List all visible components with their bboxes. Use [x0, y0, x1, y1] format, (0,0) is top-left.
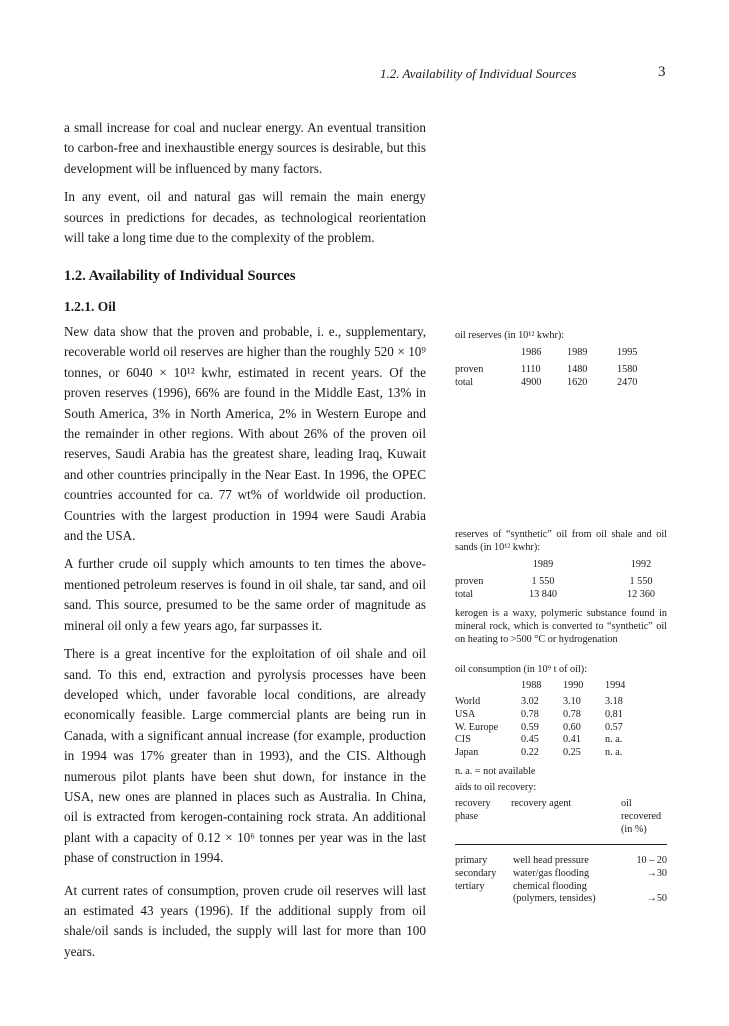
reserves-table: [455, 347, 637, 389]
recovery-caption: aids to oil recovery:: [455, 782, 537, 793]
intro-paragraph-2: In any event, oil and natural gas will remain the main energy sources in predictions for decades, as technological reorientation will take a long time due to the complexity of the problem.: [64, 189, 426, 246]
recovery-phase: primary: [455, 855, 488, 866]
body-paragraph-2: A further crude oil supply which amounts to ten times the above-mentioned petroleum reserves is found in oil shale, tar sand, and oil sand. This source, presumed to be the same order of magnitude as mineral oil only a few years ago, far surpasses it.: [64, 556, 426, 633]
recovery-phase: tertiary: [455, 880, 485, 892]
reserves-cell: 2470: [617, 376, 638, 388]
reserves-cell: 1110: [521, 364, 541, 375]
consumption-year: 1988: [521, 680, 542, 692]
recovery-table: [455, 855, 667, 906]
reserves-year: 1989: [567, 347, 588, 359]
synthetic-row-label: proven: [455, 576, 484, 588]
recovery-value: →50: [646, 893, 667, 905]
sidebar-oil-consumption: [455, 663, 667, 778]
consumption-cell: 0.60: [563, 721, 581, 733]
synthetic-cell: 12 360: [626, 589, 655, 600]
reserves-cell: 4900: [521, 376, 542, 388]
reserves-cell: 1480: [567, 364, 588, 375]
sidebar-oil-reserves: [455, 329, 667, 390]
subsection-heading: 1.2.1. Oil: [64, 299, 116, 314]
consumption-cell: 3.18: [605, 696, 623, 707]
synthetic-cell: 1 550: [531, 576, 555, 588]
reserves-year: 1986: [521, 347, 542, 359]
table-rule: [455, 844, 667, 845]
consumption-cell: 0.57: [605, 721, 623, 733]
consumption-cell: n. a.: [605, 747, 623, 759]
consumption-row-label: World: [455, 696, 481, 707]
body-paragraph-4: At current rates of consumption, proven crude oil reserves will last an estimated 43 years (1996). If the additional supply from oil shale/oil sands is included, the supply will last for more than 100 years.: [64, 882, 426, 959]
reserves-caption: oil reserves (in 10¹² kwhr):: [455, 330, 565, 341]
recovery-agent: chemical flooding (polymers, tensides): [513, 880, 596, 905]
recovery-col-header: oil recovered (in %): [621, 798, 662, 835]
recovery-header-table: [455, 798, 667, 836]
consumption-cell: 0.78: [563, 708, 581, 720]
kerogen-note: kerogen is a waxy, polymeric substance found in mineral rock, which is converted to “synthetic” oil on heating to >500 °C or hydrogenation: [455, 607, 667, 646]
recovery-value: 10 – 20: [636, 855, 667, 866]
consumption-table: [455, 680, 625, 760]
consumption-row-label: Japan: [455, 747, 479, 759]
not-available-note: n. a. = not available: [455, 765, 536, 777]
synthetic-caption: reserves of “synthetic” oil from oil shale and oil sands (in 10¹² kwhr):: [455, 529, 667, 554]
intro-text: [64, 118, 426, 248]
sidebar-synthetic-oil: [455, 528, 667, 646]
consumption-cell: 0.45: [521, 734, 539, 746]
reserves-cell: 1580: [617, 364, 638, 375]
synthetic-year: 1989: [532, 559, 554, 571]
consumption-year: 1994: [605, 680, 626, 692]
synthetic-year: 1992: [630, 559, 652, 571]
recovery-phase: secondary: [455, 867, 497, 879]
consumption-cell: 0.25: [563, 747, 581, 759]
reserves-row-label: proven: [455, 364, 484, 375]
page-number: 3: [658, 64, 666, 80]
section-heading: 1.2. Availability of Individual Sources: [64, 268, 296, 284]
recovery-agent: well head pressure: [513, 855, 589, 866]
consumption-cell: 0.59: [521, 721, 539, 733]
synthetic-cell: 13 840: [528, 589, 557, 600]
consumption-row-label: CIS: [455, 734, 471, 746]
consumption-cell: 0.81: [605, 708, 623, 720]
sidebar-recovery-aids: [455, 781, 667, 837]
synthetic-cell: 1 550: [629, 576, 653, 588]
consumption-row-label: W. Europe: [455, 721, 499, 733]
consumption-cell: 0.22: [521, 747, 539, 759]
recovery-value: →30: [646, 867, 667, 879]
reserves-year: 1995: [617, 347, 638, 359]
consumption-row-label: USA: [455, 708, 476, 720]
recovery-agent: water/gas flooding: [513, 867, 590, 879]
recovery-col-header: recovery phase: [455, 798, 491, 822]
reserves-cell: 1620: [567, 376, 588, 388]
running-title: 1.2. Availability of Individual Sources: [380, 66, 577, 81]
consumption-cell: 0.41: [563, 734, 581, 746]
consumption-cell: 3.02: [521, 696, 539, 707]
recovery-col-header: recovery agent: [511, 798, 572, 810]
body-paragraph-3: There is a great incentive for the exploitation of oil shale and oil sand. To this end, extraction and pyrolysis processes have been developed which, under favorable local conditions, are already economically feasible. Large commercial plants are being run in Canada, with a significant annual increase (for example, production in 1994 was 17% greater than in 1993), and the CIS. Although numerous pilot plants have been shut down, for instance in the USA, new ones are planned in places such as Australia. In China, oil is extracted from kerogen-containing rock strata. An additional plant with a capacity of 0.12 × 10⁶ tonnes per year was in the last phase of construction in 1994.: [64, 646, 426, 866]
synthetic-row-label: total: [455, 589, 474, 600]
synthetic-table: [455, 559, 667, 601]
body-paragraph-1: New data show that the proven and probable, i. e., supplementary, recoverable world oil reserves are higher than the roughly 520 × 10⁹ tonnes, or 6040 × 10¹² kwhr, estimated in recent years. Of the proven reserves (1996), 66% are found in the Middle East, 13% in South America, 3% in North America, 2% in Western Europe and the remainder in other regions. With about 26% of the proven oil reserves, Saudi Arabia has the greatest share, leading Iraq, Kuwait and other countries principally in the Near East. In 1996, the OPEC countries accounted for ca. 77 wt% of worldwide oil production. Countries with the largest production in 1994 were Saudi Arabia and the USA.: [64, 324, 426, 544]
consumption-caption: oil consumption (in 10⁹ t of oil):: [455, 664, 588, 675]
intro-paragraph-1: a small increase for coal and nuclear energy. An eventual transition to carbon-free and inexhaustible energy sources is desirable, but this development will be influenced by many factors.: [64, 120, 426, 176]
consumption-cell: n. a.: [605, 734, 623, 746]
consumption-year: 1990: [563, 680, 584, 692]
reserves-row-label: total: [455, 376, 474, 388]
consumption-cell: 3.10: [563, 696, 581, 707]
body-text: [64, 322, 426, 962]
recovery-table-body: [455, 855, 667, 906]
consumption-cell: 0.78: [521, 708, 539, 720]
